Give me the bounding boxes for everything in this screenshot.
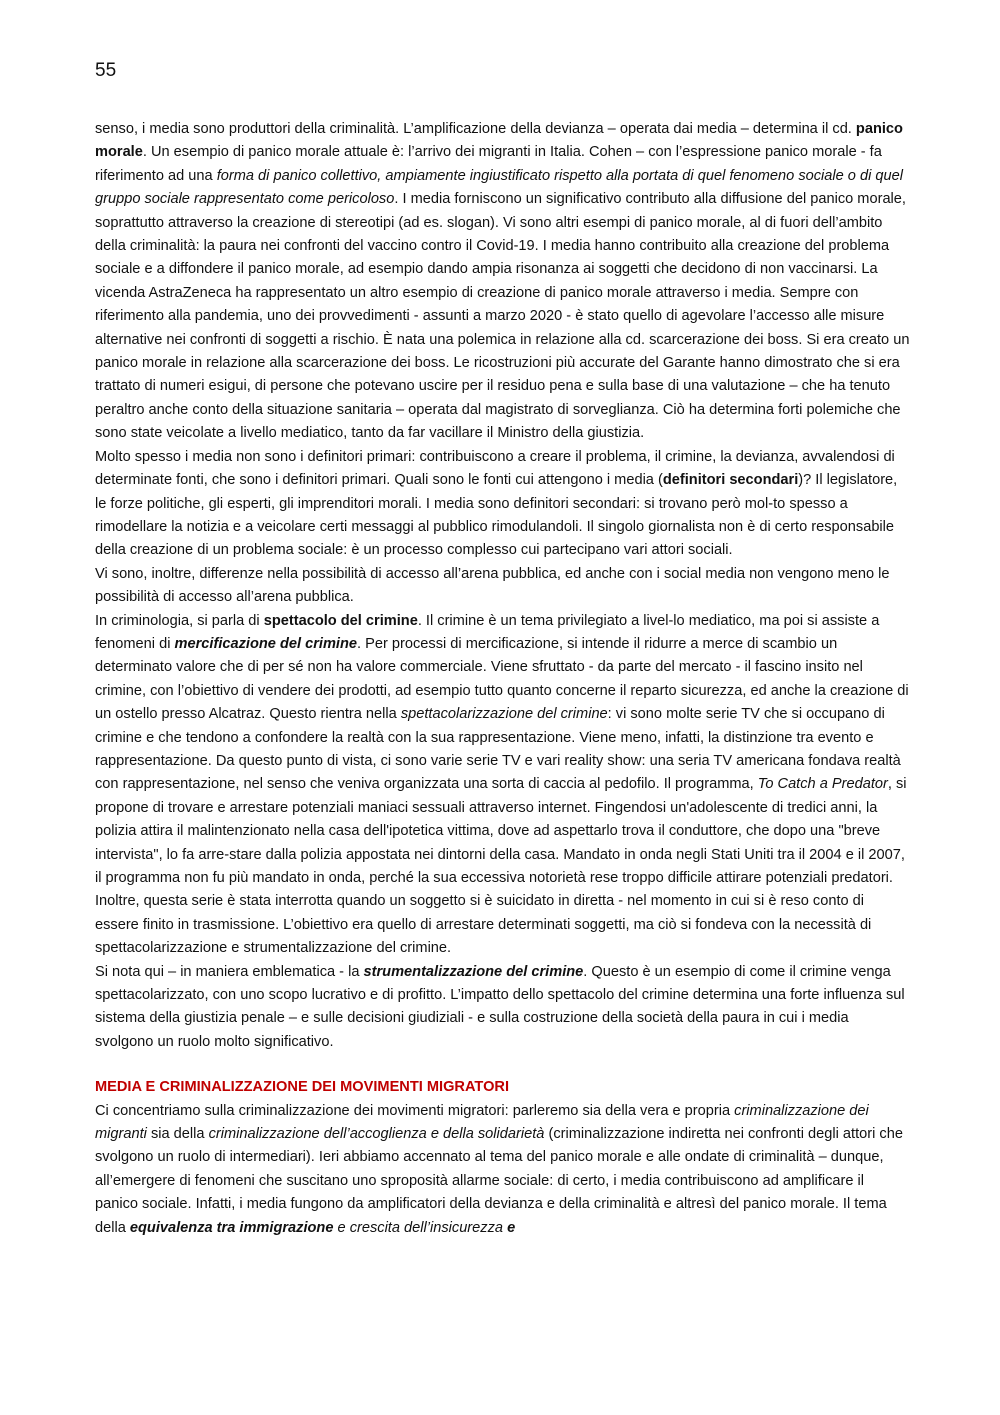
page-number: 55 (95, 60, 117, 81)
italic-term: To Catch a Predator (757, 776, 888, 793)
paragraph: senso, i media sono produttori della criminalità. L’amplificazione della devianza – operata dai media – determina il cd. panico morale. Un esempio di panico morale attuale è: l’arrivo dei migranti in Italia. Cohen – con l’espressione panico morale - fa riferimento ad una forma di panico collettivo, ampiamente ingiustificato rispetto alla portata di quel fenomeno sociale o di quel gruppo sociale rappresentato come pericoloso. I media forniscono un significativo contributo alla diffusione del panico morale, soprattutto attraverso la creazione di stereotipi (ad es. slogan). Vi sono altri esempi di panico morale, al di fuori dell’ambito della criminalità: la paura nei confronti del vaccino contro il Covid-19. I media hanno contribuito alla creazione del problema sociale e a diffondere il panico morale, ad esempio dando ampia risonanza ai soggetti che decidono di non vaccinarsi. La vicenda AstraZeneca ha rappresentato un altro esempio di creazione di panico morale attraverso i media. Sempre con riferimento alla pandemia, uno dei provvedimenti - assunti a marzo 2020 - è stato quello di agevolare l’accesso alle misure alternative nei confronti di soggetti a rischio. È nata una polemica in relazione alla cd. scarcerazione dei boss. Si era creato un panico morale in relazione alla scarcerazione dei boss. Le ricostruzioni più accurate del Garante hanno dimostrato che si era trattato di numeri esigui, di persone che potevano uscire per il residuo pena e sulla base di una valutazione – che ha tenuto peraltro anche conto della situazione sanitaria – operata dal magistrato di sorveglianza. Ciò ha determina forti polemiche che sono state veicolate a livello mediatico, tanto da far vacillare il Ministro della giustizia. (95, 121, 910, 442)
bold-italic-term: mercificazione del crimine (174, 635, 358, 652)
paragraph: Si nota qui – in maniera emblematica - la strumentalizzazione del crimine. Questo è un esempio di come il crimine venga spettacolarizzato, con uno scopo lucrativo e di profitto. L’impatto dello spettacolo del crimine determina una forte influenza sul sistema della giustizia penale – e sulle decisioni giudiziali - e sulla costruzione della società della paura in cui i media svolgono un ruolo molto significativo. (95, 963, 905, 1050)
bold-italic-term: e (507, 1219, 516, 1236)
italic-term: criminalizzazione dei migranti (95, 1102, 869, 1143)
paragraph: In criminologia, si parla di spettacolo del crimine. Il crimine è un tema privilegiato a livel-lo mediatico, ma poi si assiste a fenomeni di mercificazione del crimine. Per processi di mercificazione, si intende il ridurre a merce di scambio un determinato valore che di per sé non ha valore commerciale. Viene sfruttato - da parte del mercato - il fascino insito nel crimine, con l’obiettivo di vendere dei prodotti, ad esempio tutto quanto concerne il reparto sicurezza, ed anche la creazione di un ostello presso Alcatraz. Questo rientra nella spettacolarizzazione del crimine: vi sono molte serie TV che si occupano di crimine e che tendono a confondere la realtà con la sua rappresentazione. Viene meno, infatti, la distinzione tra evento e rappresentazione. Da questo punto di vista, ci sono varie serie TV e vari reality show: una seria TV americana fondava realtà con rappresentazione, nel senso che veniva organizzata una sorta di caccia al pedofilo. Il programma, To Catch a Predator, si propone di trovare e arrestare potenziali maniaci sessuali attraverso internet. Fingendosi un'adolescente di tredici anni, la polizia attira il malintenzionato nella casa dell'ipotetica vittima, dove ad aspettarlo trova il conduttore, che dopo una "breve intervista", lo fa arre-stare dalla polizia appostata nei dintorni della casa. Mandato in onda negli Stati Uniti tra il 2004 e il 2007, il programma non fu più mandato in onda, perché la sua eccessiva notorietà rese troppo difficile attirare potenziali predatori. Inoltre, questa serie è stata interrotta quando un soggetto si è suicidato in diretta - nel momento in cui si è reso conto di essere finito in trasmissione. L’obiettivo era quello di arrestare determinati soggetti, ma ciò si fondeva con la necessità di spettacolarizzazione e strumentalizzazione del crimine. (95, 612, 909, 957)
bold-italic-term: strumentalizzazione del crimine (363, 963, 584, 980)
section-heading: MEDIA E CRIMINALIZZAZIONE DEI MOVIMENTI MIGRATORI (95, 1079, 510, 1096)
bold-term: spettacolo del crimine (263, 612, 418, 629)
document-body (95, 118, 910, 1240)
paragraph-group-after-heading (95, 1100, 910, 1240)
paragraph-group (95, 118, 910, 1054)
paragraph: Vi sono, inoltre, differenze nella possibilità di accesso all’arena pubblica, ed anche con i social media non vengono meno le possibilità di accesso all’arena pubblica. (95, 565, 890, 606)
italic-term: spettacolarizzazione del crimine (400, 706, 608, 723)
paragraph: Molto spesso i media non sono i definitori primari: contribuiscono a creare il problema, il crimine, la devianza, avvalendosi di determinate fonti, che sono i definitori primari. Quali sono le fonti cui attengono i media (definitori secondari)? Il legislatore, le forze politiche, gli esperti, gli imprenditori morali. I media sono definitori secondari: si trovano però mol-to spesso a rimodellare la notizia e a veicolare certi messaggi al pubblico rimodulandoli. Il singolo giornalista non è di certo responsabile della creazione di un problema sociale: è un processo complesso cui partecipano vari attori sociali. (95, 448, 898, 559)
bold-term: panico morale (95, 121, 903, 161)
paragraph: Ci concentriamo sulla criminalizzazione dei movimenti migratori: parleremo sia della vera e propria criminalizzazione dei migranti sia della criminalizzazione dell’accoglienza e della solidarietà (criminalizzazione indiretta nei confronti degli attori che svolgono un ruolo di intermediari). Ieri abbiamo accennato al tema del panico morale e alle ondate di criminalità – dunque, all’emergere di fenomeni che suscitano uno sproposità allarme sociale: di certo, i media contribuiscono ad amplificare il panico sociale. Infatti, i media fungono da amplificatori della devianza e della criminalità e altresì del panico morale. Il tema della equivalenza tra immigrazione e crescita dell’insicurezza e (95, 1102, 903, 1236)
italic-term: forma di panico collettivo, ampiamente ingiustificato rispetto alla portata di quel fenomeno sociale o di quel gruppo sociale rappresentato come pericoloso (95, 167, 903, 208)
bold-term: definitori secondari (662, 472, 799, 489)
italic-term: criminalizzazione dell’accoglienza e della solidarietà (208, 1126, 545, 1143)
italic-term: e crescita dell’insicurezza (337, 1219, 503, 1236)
bold-italic-term: equivalenza tra immigrazione (129, 1219, 334, 1236)
